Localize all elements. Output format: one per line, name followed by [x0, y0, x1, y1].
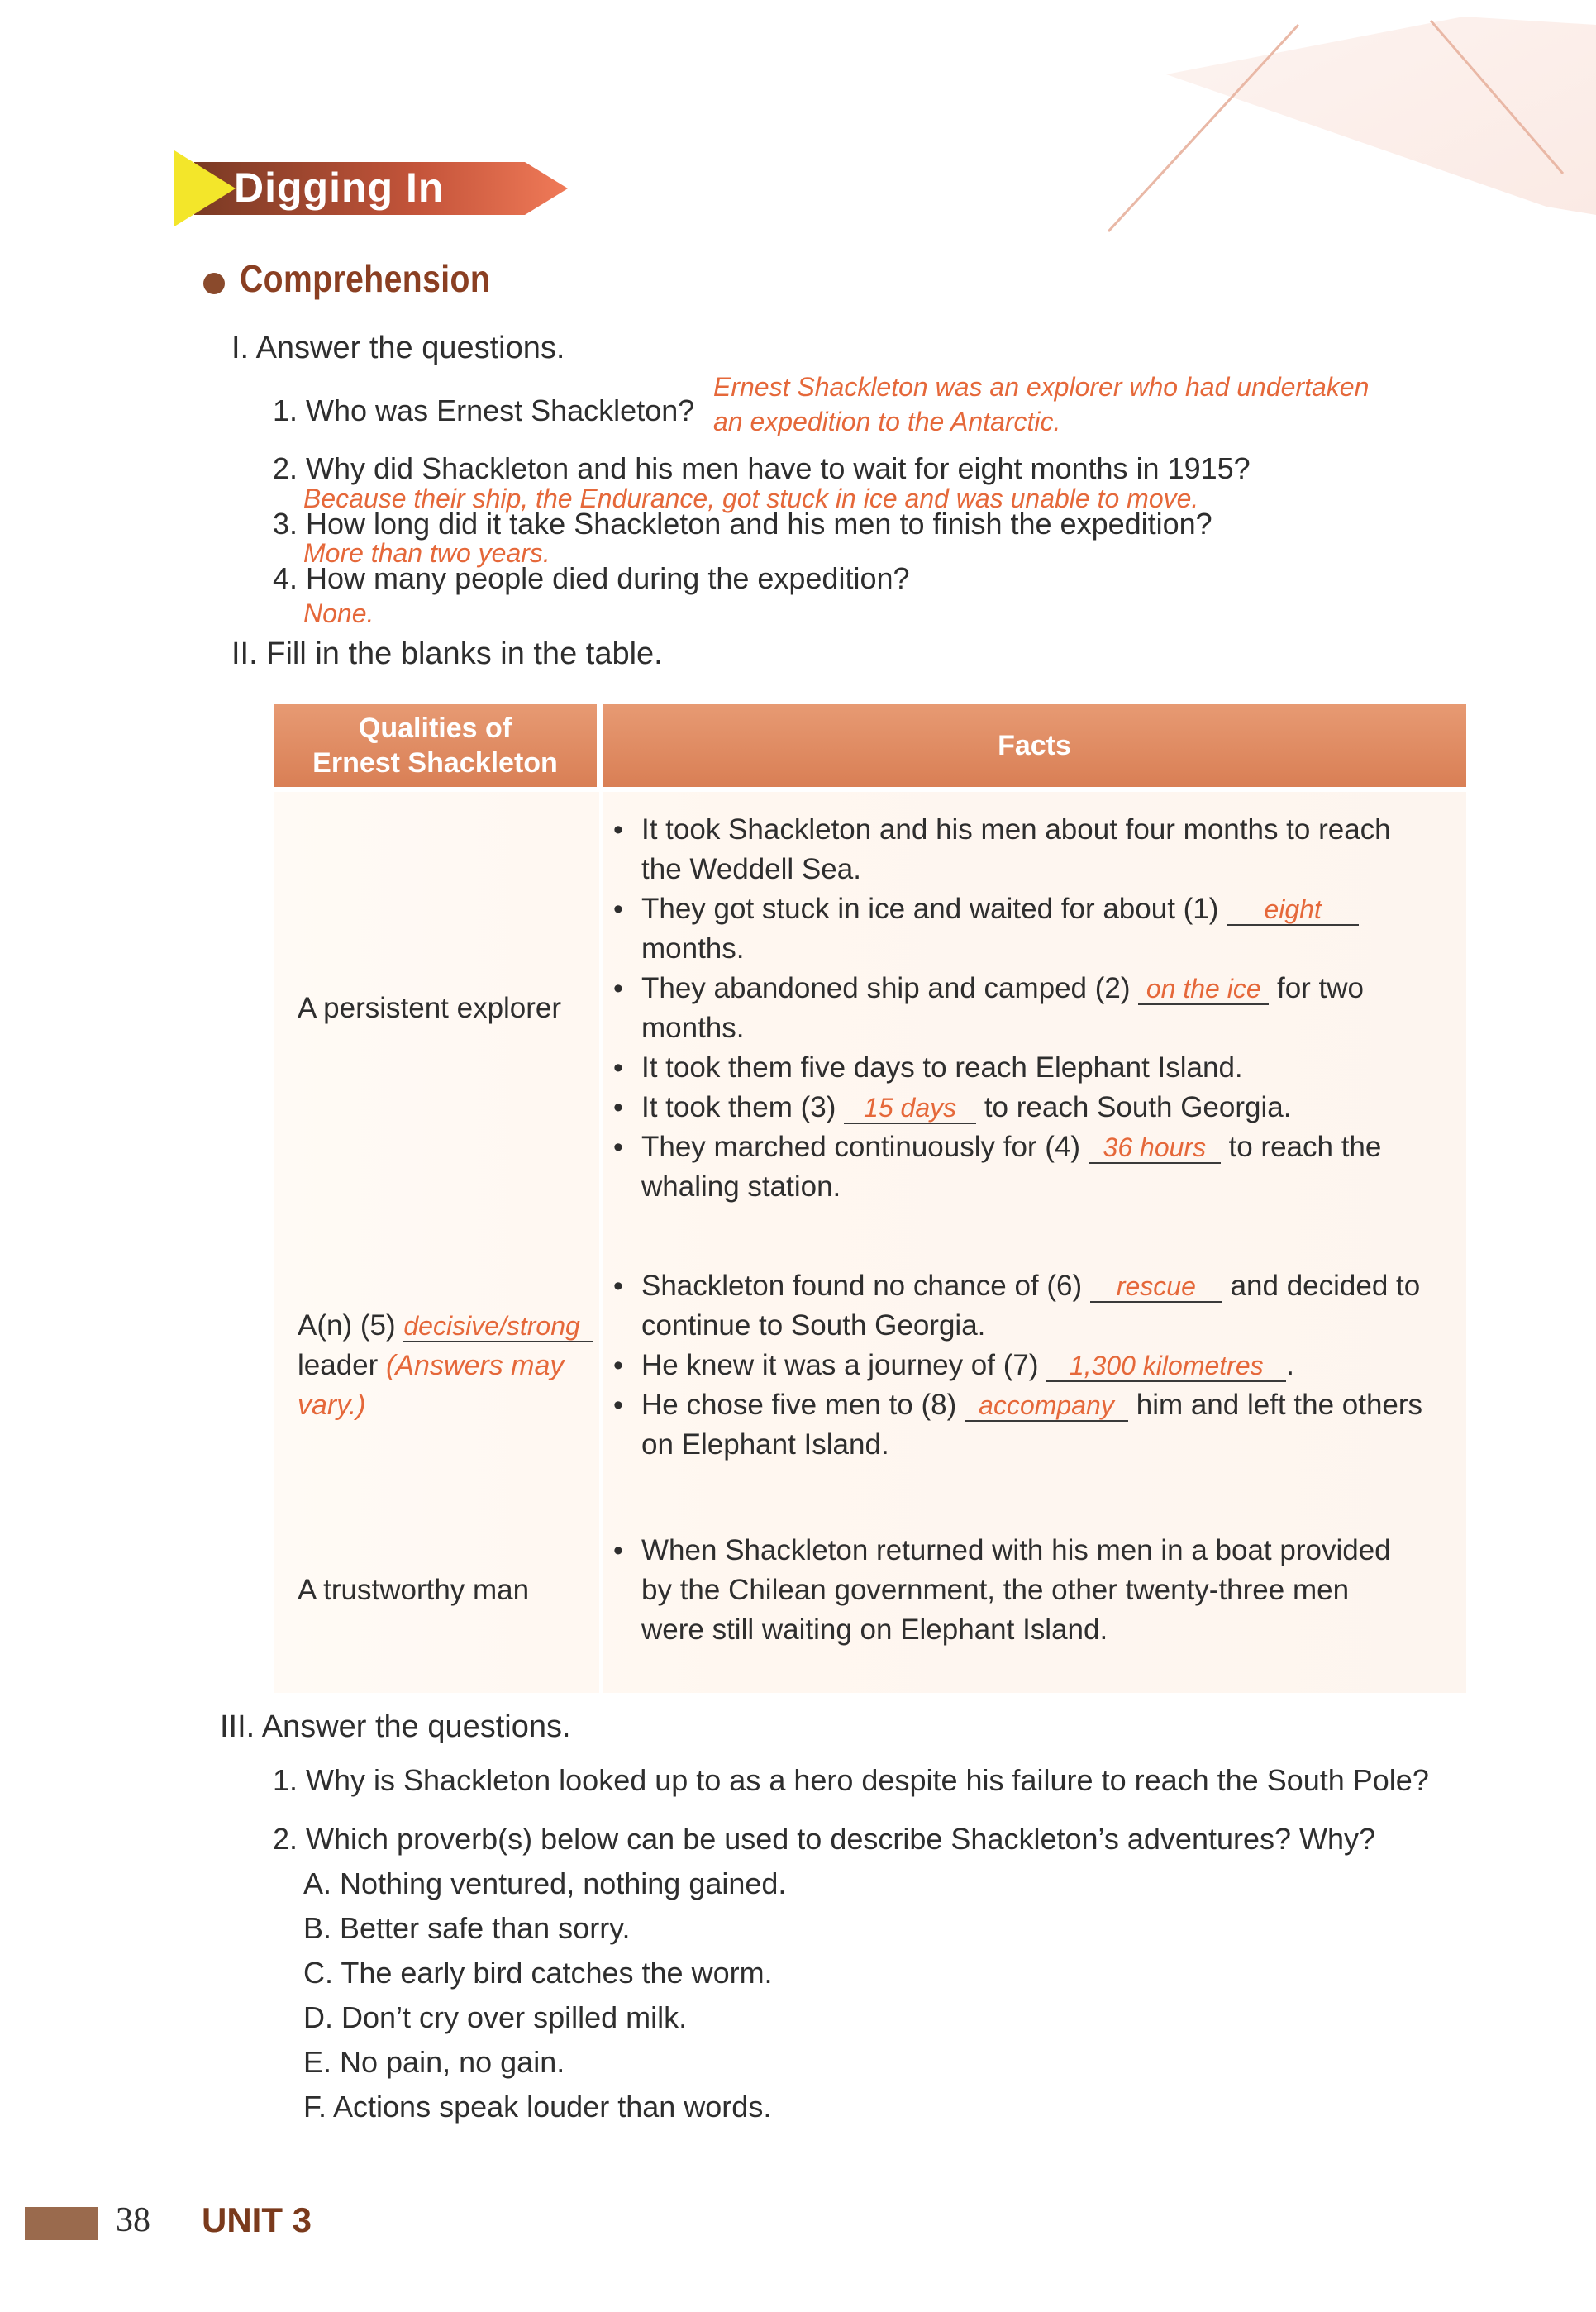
- answer-4: None.: [303, 598, 374, 628]
- page-number: 38: [116, 2201, 150, 2239]
- proverb-option: F. Actions speak louder than words.: [303, 2090, 772, 2124]
- fact-row3-1: • When Shackleton returned with his men in a boat provided: [613, 1531, 1391, 1571]
- blank-5[interactable]: decisive/strong: [403, 1311, 593, 1342]
- fact-row1-2: • They got stuck in ice and waited for about (1) eight: [613, 889, 1359, 929]
- bullet-icon: •: [613, 894, 623, 925]
- proverb-option: A. Nothing ventured, nothing gained.: [303, 1866, 787, 1900]
- question-4: 4. How many people died during the expedition?: [273, 561, 910, 595]
- fact-row1-5: • It took them (3) 15 days to reach South Georgia.: [613, 1088, 1291, 1127]
- quality-leader-line3: vary.): [298, 1390, 366, 1421]
- fact-row2-3: • He chose five men to (8) accompany him and left the others: [613, 1385, 1422, 1425]
- bullet-icon: •: [613, 1052, 623, 1084]
- question-2: 2. Why did Shackleton and his men have to wait for eight months in 1915?: [273, 451, 1251, 485]
- blank-2[interactable]: on the ice: [1138, 974, 1269, 1005]
- fact-row1-6b: whaling station.: [641, 1170, 841, 1203]
- fact-row1-3b: months.: [641, 1012, 745, 1044]
- fact-row3-1c: were still waiting on Elephant Island.: [641, 1614, 1108, 1646]
- bullet-icon: •: [613, 814, 623, 846]
- table-header-facts: [603, 704, 1466, 787]
- bullet-icon: •: [613, 1390, 623, 1421]
- bullet-icon: •: [613, 1132, 623, 1163]
- blank-6[interactable]: rescue: [1090, 1271, 1222, 1303]
- proverb-option: D. Don’t cry over spilled milk.: [303, 2000, 688, 2034]
- fact-row1-1: • It took Shackleton and his men about four months to reach: [613, 810, 1391, 850]
- blank-1[interactable]: eight: [1227, 894, 1359, 926]
- proverb-option: C. The early bird catches the worm.: [303, 1956, 773, 1990]
- decorative-background: [968, 0, 1596, 273]
- page-marker-bar: [25, 2207, 98, 2240]
- table-header-facts-label: Facts: [998, 730, 1071, 761]
- fact-row1-2b: months.: [641, 932, 745, 965]
- blank-4[interactable]: 36 hours: [1089, 1132, 1221, 1164]
- bullet-icon: •: [613, 1350, 623, 1381]
- fact-row2-2: • He knew it was a journey of (7) 1,300 kilometres .: [613, 1346, 1294, 1385]
- fact-row2-1: • Shackleton found no chance of (6) rescue and decided to: [613, 1266, 1420, 1306]
- bullet-icon: •: [613, 1270, 623, 1302]
- fact-row2-3b: on Elephant Island.: [641, 1428, 889, 1461]
- table-header-qualities: [274, 704, 597, 787]
- part2-heading: II. Fill in the blanks in the table.: [231, 636, 663, 671]
- fact-row1-4: • It took them five days to reach Elephant Island.: [613, 1048, 1243, 1088]
- blank-7[interactable]: 1,300 kilometres: [1046, 1351, 1286, 1382]
- quality-leader-line2: leader (Answers may: [298, 1349, 565, 1381]
- answer-1-line2: an expedition to the Antarctic.: [713, 407, 1061, 436]
- unit-label: UNIT 3: [202, 2200, 312, 2239]
- bullet-icon: •: [613, 1535, 623, 1566]
- part3-question-2: 2. Which proverb(s) below can be used to describe Shackleton’s adventures? Why?: [273, 1822, 1376, 1856]
- blank-3[interactable]: 15 days: [844, 1093, 976, 1124]
- fact-row1-6: • They marched continuously for (4) 36 hours to reach the: [613, 1127, 1381, 1167]
- section-bullet-icon: [203, 273, 225, 294]
- answer-1-line1: Ernest Shackleton was an explorer who had undertaken: [713, 372, 1370, 402]
- question-1: 1. Who was Ernest Shackleton?: [273, 393, 695, 427]
- proverb-option: E. No pain, no gain.: [303, 2045, 565, 2079]
- table-header-qualities-label: Qualities of Ernest Shackleton: [312, 713, 558, 779]
- answer-2: Because their ship, the Endurance, got stuck in ice and was unable to move.: [303, 484, 1199, 513]
- answer-3: More than two years.: [303, 538, 550, 568]
- section-title: Comprehension: [240, 257, 491, 300]
- part3-heading: III. Answer the questions.: [220, 1709, 571, 1744]
- quality-persistent: A persistent explorer: [298, 992, 562, 1024]
- table-divider: [599, 704, 603, 1693]
- part3-question-1: 1. Why is Shackleton looked up to as a hero despite his failure to reach the South Pole?: [273, 1763, 1429, 1797]
- quality-leader-line1: A(n) (5) decisive/strong: [298, 1306, 593, 1346]
- fact-row1-1b: the Weddell Sea.: [641, 853, 861, 885]
- fact-row3-1b: by the Chilean government, the other twenty-three men: [641, 1574, 1350, 1606]
- banner-title: Digging In: [234, 164, 445, 211]
- fact-row1-3: • They abandoned ship and camped (2) on the ice for two: [613, 969, 1364, 1008]
- bullet-icon: •: [613, 973, 623, 1004]
- part1-heading: I. Answer the questions.: [231, 331, 565, 365]
- question-3: 3. How long did it take Shackleton and his men to finish the expedition?: [273, 507, 1212, 541]
- quality-trustworthy: A trustworthy man: [298, 1574, 530, 1606]
- proverb-option: B. Better safe than sorry.: [303, 1911, 631, 1945]
- fact-row2-1b: continue to South Georgia.: [641, 1309, 986, 1342]
- blank-8[interactable]: accompany: [965, 1390, 1128, 1422]
- bullet-icon: •: [613, 1092, 623, 1123]
